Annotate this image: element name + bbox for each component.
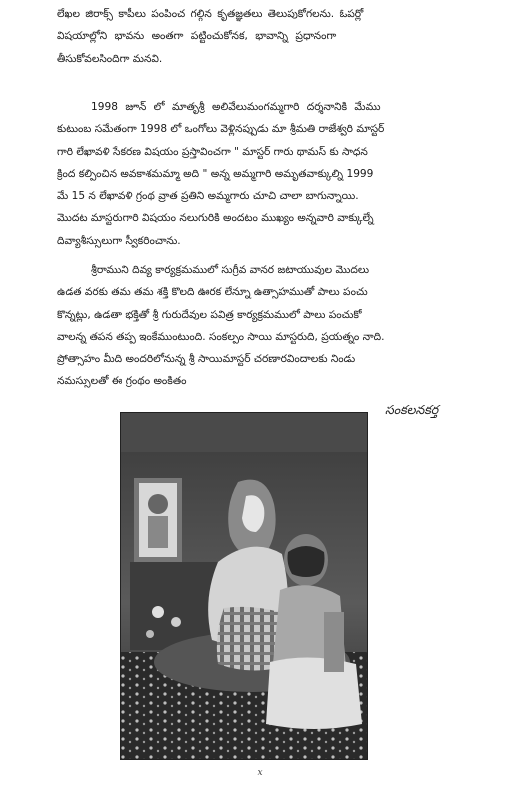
text-line: నమస్సులతో ఈ గ్రంథం అంకితం [57, 375, 187, 388]
text-line: కొన్నట్లు, ఉడతా భక్తితో శ్రీ గురుదేవుల పవిత్ర కార్యక్రమములో పాలు పంచుకో [57, 308, 362, 321]
text-line: తీసుకోవలసిందిగా మనవి. [57, 52, 163, 65]
text-line: లేఖల జిరాక్స్ కాపీలు పంపించ గల్గిన కృతజ్ఞతలు తెలుపుకోగలను. ఓపర్లో [57, 8, 364, 20]
photograph [120, 412, 368, 760]
text-line: ప్రోత్సాహం మీది అందరిలోనున్న శ్రీ సాయిమాస్టర్ చరణారవిందాలకు నిండు [57, 353, 356, 366]
text-line: శ్రీరాముని దివ్య కార్యక్రమములో సుగ్రీవ వానర జటాయువుల మొదలు [91, 264, 370, 276]
text-line: గారి లేఖావళి సేకరణ విషయం ప్రస్తావించగా " మాస్టర్ గారు థామస్ కు సాధన [57, 145, 368, 158]
compiler-signature: సంకలనకర్త [385, 402, 439, 417]
text-line: మొదట మాస్టరుగారి విషయం నలుగురికి అందటం ముఖ్యం అన్నవారి వాక్కుల్నే [57, 212, 374, 225]
text-line: 1998 జూన్ లో మాతృశ్రీ అలివేలుమంగమ్మగారి దర్శనానికి మేము [91, 101, 381, 113]
text-line: దివ్యాశీస్సులుగా స్వీకరించాను. [57, 234, 181, 247]
page-number: x [257, 768, 263, 778]
paragraph-acknowledgement [57, 3, 477, 70]
paragraph-dedication [57, 259, 477, 393]
text-line: విషయాల్లోని భావను అంతగా పట్టించుకోనక, భావాన్ని ప్రధానంగా [57, 30, 337, 43]
text-line: ఉడత వరకు తమ తమ శక్తి కొలది ఊరక లేన్నూ ఉత్సాహముతో పాలు పంచు [57, 286, 368, 299]
text-line: మే 15 న లేఖావళి గ్రంథ వ్రాత ప్రతిని అమ్మగారు చూచి చాలా బాగున్నాయి. [57, 190, 359, 203]
text-line: కుటుంబ సమేతంగా 1998 లో ఒంగోలు వెళ్లినప్పుడు మా శ్రీమతి రాజేశ్వరి మాస్టర్ [57, 123, 385, 136]
paragraph-compilation-history [57, 96, 477, 252]
photograph-image [120, 412, 368, 760]
text-line: క్రింద కల్పించిన అవకాశమమ్మా అది " అన్న అమ్మగారి అమృతవాక్కుల్ని 1999 [57, 167, 374, 180]
text-line: వాలన్న తపన తప్ప ఇంకేముంటుంది. సంకల్పం సాయి మాస్టరుది, ప్రయత్నం నాది. [57, 330, 385, 343]
